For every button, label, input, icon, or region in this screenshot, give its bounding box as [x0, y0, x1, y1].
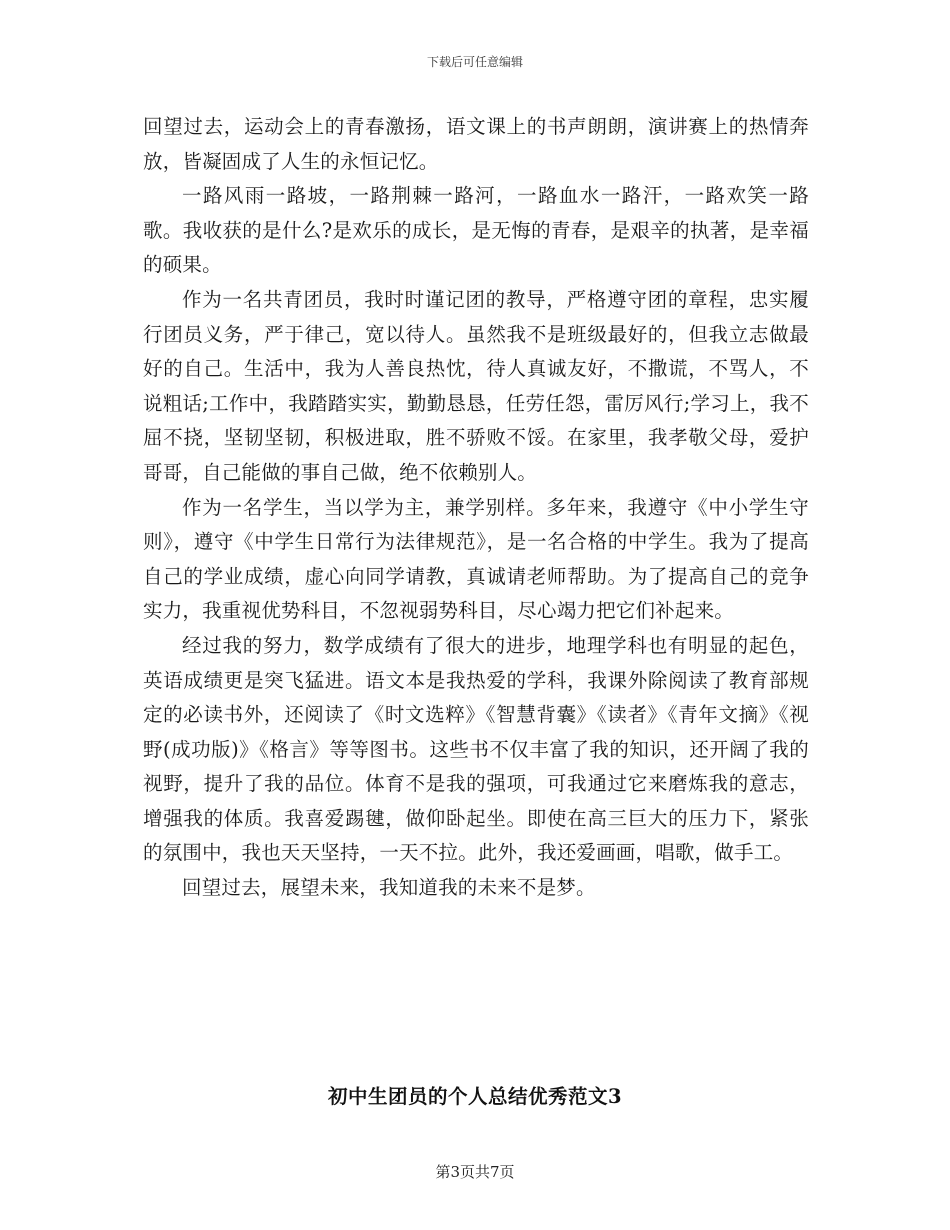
paragraph-6: 回望过去，展望未来，我知道我的未来不是梦。	[182, 876, 596, 900]
page-number: 第3页共7页	[435, 1163, 515, 1181]
document-body	[143, 110, 809, 906]
paragraph-1: 回望过去，运动会上的青春激扬，语文课上的书声朗朗，演讲赛上的热情奔放，皆凝固成了人生的永恒记忆。	[143, 115, 809, 173]
section-title: 初中生团员的个人总结优秀范文3	[327, 1085, 623, 1108]
page-header-note: 下载后可任意编辑	[426, 55, 523, 69]
paragraph-3: 作为一名共青团员，我时时谨记团的教导，严格遵守团的章程，忠实履行团员义务，严于律己，宽以待人。虽然我不是班级最好的，但我立志做最好的自己。生活中，我为人善良热忱，待人真诚友好，不撒谎，不骂人，不说粗话;工作中，我踏踏实实，勤勤恳恳，任劳任怨，雷厉风行;学习上，我不屈不挠，坚韧坚韧，积极进取，胜不骄败不馁。在家里，我孝敬父母，爱护哥哥，自己能做的事自己做，绝不依赖别人。	[143, 287, 809, 484]
paragraph-4: 作为一名学生，当以学为主，兼学别样。多年来，我遵守《中小学生守则》，遵守《中学生日常行为法律规范》，是一名合格的中学生。我为了提高自己的学业成绩，虚心向同学请教，真诚请老师帮助。为了提高自己的竞争实力，我重视优势科目，不忽视弱势科目，尽心竭力把它们补起来。	[143, 495, 809, 623]
paragraph-2: 一路风雨一路坡，一路荆棘一路河，一路血水一路汗，一路欢笑一路歌。我收获的是什么?是欢乐的成长，是无悔的青春，是艰辛的执著，是幸福的硕果。	[143, 184, 809, 277]
paragraph-5: 经过我的努力，数学成绩有了很大的进步，地理学科也有明显的起色，英语成绩更是突飞猛进。语文本是我热爱的学科，我课外除阅读了教育部规定的必读书外，还阅读了《时文选粹》《智慧背囊》《读者》《青年文摘》《视野(成功版)》《格言》等等图书。这些书不仅丰富了我的知识，还开阔了我的视野，提升了我的品位。体育不是我的强项，可我通过它来磨炼我的意志，增强我的体质。我喜爱踢毽，做仰卧起坐。即使在高三巨大的压力下，紧张的氛围中，我也天天坚持，一天不拉。此外，我还爱画画，唱歌，做手工。	[143, 633, 809, 865]
